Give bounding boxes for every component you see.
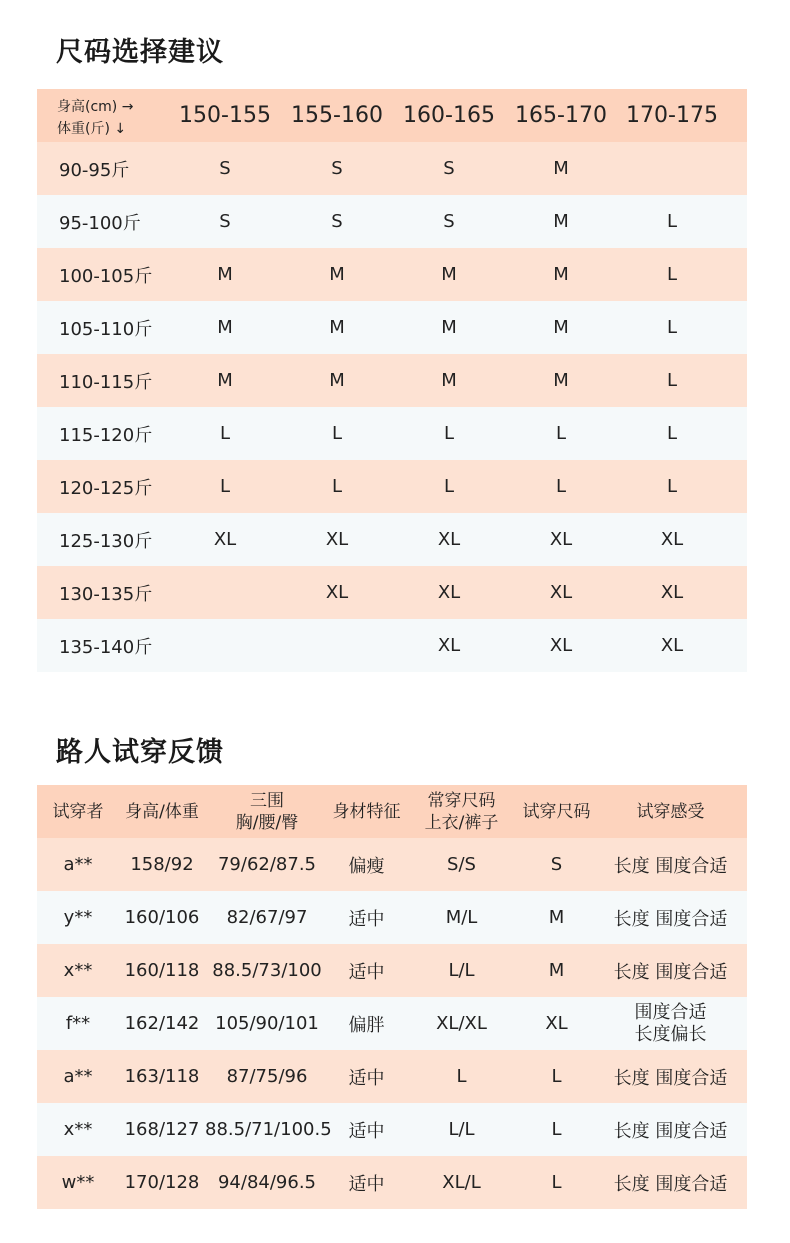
tester-cell: x** xyxy=(63,960,93,981)
size-cell: XL xyxy=(325,582,349,603)
size-cell: L xyxy=(219,476,231,497)
feedback-table xyxy=(37,785,747,1209)
size-cell: XL xyxy=(437,582,461,603)
weight-label: 120-125斤 xyxy=(59,477,153,499)
tried-size-cell: M xyxy=(548,960,565,981)
body-type-cell: 偏胖 xyxy=(348,1014,385,1036)
size-cell: M xyxy=(329,317,345,338)
feedback-row xyxy=(37,891,747,944)
size-cell: S xyxy=(219,158,231,179)
size-cell: L xyxy=(666,317,678,338)
height-weight-cell: 162/142 xyxy=(124,1013,200,1034)
usual-size-cell: L xyxy=(456,1066,467,1087)
tester-cell: y** xyxy=(63,907,93,928)
size-cell: XL xyxy=(213,529,237,550)
tester-cell: a** xyxy=(63,854,93,875)
feedback-table-body xyxy=(37,838,747,1209)
height-weight-cell: 170/128 xyxy=(124,1172,200,1193)
height-weight-cell: 160/118 xyxy=(124,960,200,981)
measurements-cell: 87/75/96 xyxy=(226,1066,308,1087)
size-cell: XL xyxy=(437,529,461,550)
size-cell: XL xyxy=(660,529,684,550)
usual-size-cell: L/L xyxy=(448,1119,475,1140)
size-cell: XL xyxy=(325,529,349,550)
size-cell: L xyxy=(666,264,678,285)
size-cell: L xyxy=(443,423,455,444)
size-cell: XL xyxy=(549,635,573,656)
size-cell: XL xyxy=(549,582,573,603)
size-cell: M xyxy=(553,211,569,232)
height-header: 160-165 xyxy=(403,103,495,128)
header-usual-size-line1: 常穿尺码 xyxy=(427,790,496,811)
size-cell: S xyxy=(331,158,343,179)
size-table-row xyxy=(37,354,747,407)
feedback-row xyxy=(37,1103,747,1156)
header-usual-size xyxy=(404,790,519,834)
size-cell: M xyxy=(441,317,457,338)
size-cell: S xyxy=(331,211,343,232)
weight-label: 90-95斤 xyxy=(59,159,130,181)
feeling-cell: 长度 围度合适 xyxy=(613,855,728,877)
body-type-cell: 适中 xyxy=(348,1067,385,1089)
weight-label: 105-110斤 xyxy=(59,318,153,340)
header-usual-size-line2: 上衣/裤子 xyxy=(424,812,499,833)
header-body-type: 身材特征 xyxy=(332,801,401,822)
size-cell: L xyxy=(443,476,455,497)
feeling-cell: 长度 围度合适 xyxy=(613,1067,728,1089)
body-type-cell: 适中 xyxy=(348,961,385,983)
tried-size-cell: L xyxy=(551,1172,562,1193)
header-tester: 试穿者 xyxy=(52,801,104,822)
corner-label xyxy=(37,92,169,140)
feedback-row xyxy=(37,1050,747,1103)
header-measurements-line2: 胸/腰/臀 xyxy=(235,812,299,833)
size-table-row xyxy=(37,248,747,301)
body-type-cell: 适中 xyxy=(348,1173,385,1195)
size-cell: M xyxy=(553,317,569,338)
feeling-cell: 长度 围度合适 xyxy=(613,961,728,983)
tester-cell: a** xyxy=(63,1066,93,1087)
height-weight-cell: 163/118 xyxy=(124,1066,200,1087)
weight-label: 115-120斤 xyxy=(59,424,153,446)
weight-label: 110-115斤 xyxy=(59,371,153,393)
tester-cell: x** xyxy=(63,1119,93,1140)
feeling-line1: 围度合适 xyxy=(634,1001,707,1023)
feeling-cell: 长度 围度合适 xyxy=(613,1173,728,1195)
size-cell: L xyxy=(331,476,343,497)
weight-label: 95-100斤 xyxy=(59,212,141,234)
tried-size-cell: L xyxy=(551,1066,562,1087)
size-cell: M xyxy=(553,264,569,285)
usual-size-cell: L/L xyxy=(448,960,475,981)
weight-label: 130-135斤 xyxy=(59,583,153,605)
size-guide-title: 尺码选择建议 xyxy=(56,37,224,68)
measurements-cell: 82/67/97 xyxy=(226,907,308,928)
feeling-cell: 长度 围度合适 xyxy=(613,908,728,930)
size-cell: M xyxy=(441,264,457,285)
size-cell: L xyxy=(666,476,678,497)
feeling-cell xyxy=(594,1002,747,1046)
usual-size-cell: M/L xyxy=(445,907,478,928)
tester-cell: w** xyxy=(61,1172,95,1193)
tried-size-cell: L xyxy=(551,1119,562,1140)
usual-size-cell: XL/XL xyxy=(436,1013,487,1034)
height-weight-cell: 168/127 xyxy=(124,1119,200,1140)
usual-size-cell: S/S xyxy=(447,854,476,875)
body-type-cell: 偏瘦 xyxy=(348,855,385,877)
corner-weight-label: 体重(斤) ↓ xyxy=(57,120,127,137)
tried-size-cell: XL xyxy=(545,1013,568,1034)
size-cell: XL xyxy=(660,582,684,603)
size-cell: L xyxy=(555,476,567,497)
size-table-row xyxy=(37,301,747,354)
size-table-row xyxy=(37,407,747,460)
feeling-line2: 长度偏长 xyxy=(634,1023,707,1045)
size-cell: L xyxy=(219,423,231,444)
header-tried-size: 试穿尺码 xyxy=(522,801,591,822)
size-cell: S xyxy=(443,211,455,232)
feedback-table-header xyxy=(37,785,747,838)
tried-size-cell: S xyxy=(550,854,563,875)
size-cell: XL xyxy=(437,635,461,656)
feeling-cell: 长度 围度合适 xyxy=(613,1120,728,1142)
size-guide-table xyxy=(37,89,747,672)
header-feeling: 试穿感受 xyxy=(636,801,705,822)
measurements-cell: 105/90/101 xyxy=(215,1013,319,1034)
height-weight-cell: 158/92 xyxy=(130,854,194,875)
feedback-row xyxy=(37,997,747,1050)
tester-cell: f** xyxy=(65,1013,91,1034)
height-header: 165-170 xyxy=(515,103,607,128)
size-cell: XL xyxy=(660,635,684,656)
measurements-cell: 88.5/71/100.5 xyxy=(205,1119,332,1140)
tried-size-cell: M xyxy=(548,907,565,928)
height-weight-cell: 160/106 xyxy=(124,907,200,928)
size-cell: M xyxy=(441,370,457,391)
size-cell: S xyxy=(219,211,231,232)
feedback-row xyxy=(37,1156,747,1209)
size-cell: M xyxy=(553,158,569,179)
feedback-row xyxy=(37,944,747,997)
size-table-row xyxy=(37,513,747,566)
usual-size-cell: XL/L xyxy=(442,1172,481,1193)
size-cell: M xyxy=(217,317,233,338)
feedback-title: 路人试穿反馈 xyxy=(56,737,224,768)
measurements-cell: 79/62/87.5 xyxy=(217,854,316,875)
weight-label: 125-130斤 xyxy=(59,530,153,552)
measurements-cell: 94/84/96.5 xyxy=(217,1172,316,1193)
header-height-weight: 身高/体重 xyxy=(125,801,199,822)
size-cell: L xyxy=(666,423,678,444)
size-cell: L xyxy=(666,211,678,232)
height-header: 155-160 xyxy=(291,103,383,128)
weight-label: 100-105斤 xyxy=(59,265,153,287)
size-cell: XL xyxy=(549,529,573,550)
header-measurements-line1: 三围 xyxy=(250,790,284,811)
size-table-row xyxy=(37,566,747,619)
size-table-row xyxy=(37,460,747,513)
size-cell: M xyxy=(553,370,569,391)
height-header: 150-155 xyxy=(179,103,271,128)
size-cell: L xyxy=(331,423,343,444)
size-cell: M xyxy=(217,264,233,285)
header-measurements xyxy=(205,790,329,834)
size-table-header xyxy=(37,89,747,142)
size-cell: M xyxy=(217,370,233,391)
body-type-cell: 适中 xyxy=(348,1120,385,1142)
body-type-cell: 适中 xyxy=(348,908,385,930)
feedback-row xyxy=(37,838,747,891)
height-header: 170-175 xyxy=(626,103,718,128)
size-table-body xyxy=(37,142,747,672)
size-table-row xyxy=(37,142,747,195)
size-table-row xyxy=(37,619,747,672)
corner-height-label: 身高(cm) → xyxy=(57,98,134,115)
size-cell: S xyxy=(443,158,455,179)
size-cell: L xyxy=(555,423,567,444)
measurements-cell: 88.5/73/100 xyxy=(212,960,322,981)
size-cell: L xyxy=(666,370,678,391)
size-table-row xyxy=(37,195,747,248)
size-cell: M xyxy=(329,264,345,285)
weight-label: 135-140斤 xyxy=(59,636,153,658)
size-cell: M xyxy=(329,370,345,391)
